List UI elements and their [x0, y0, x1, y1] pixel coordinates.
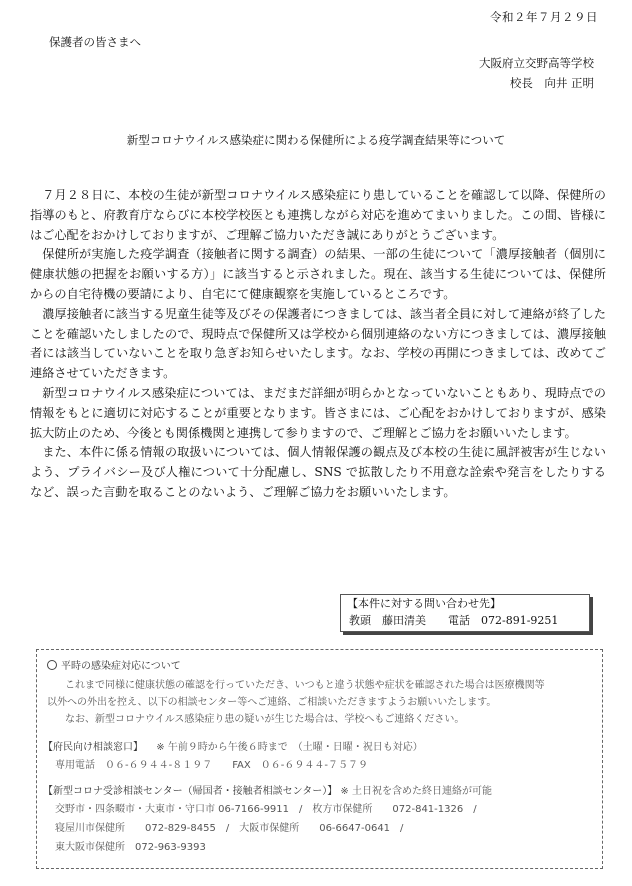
contact-person: 教頭 藤田清美 電話 072-891-9251	[349, 614, 559, 627]
info-line: なお、新型コロナウイルス感染症り患の疑いが生じた場合は、学校へもご連絡ください。	[65, 714, 465, 725]
contact-box	[340, 594, 590, 632]
paragraph: 保健所が実施した疫学調査（接触者に関する調査）の結果、一部の生徒について「濃厚接触者（個別に健康状態の把握をお願いする方）」に該当すると示されました。現在、該当する生徒については、保健所からの自宅待機の要請により、自宅にて健康観察を実施しているところです。	[30, 247, 606, 301]
sender-school: 大阪府立交野高等学校	[479, 56, 594, 70]
info-line: これまで同様に健康状態の確認を行っていただき、いつもと違う状態や症状を確認された場合は医療機関等	[65, 680, 545, 691]
center2-line: 東大阪市保健所 072-963-9393	[55, 842, 206, 853]
info-line: 以外への外出を控え、以下の相談センター等へご連絡、ご相談いただきますようお願いいたします。	[47, 697, 497, 708]
document-date: 令和２年７月２９日	[490, 10, 598, 24]
center1-title: 【府民向け相談窓口】	[43, 742, 143, 753]
sender-principal: 校長 向井 正明	[509, 76, 594, 90]
center1-hours: ※ 午前９時から午後６時まで （土曜・日曜・祝日も対応）	[156, 742, 423, 753]
info-heading-row	[47, 657, 181, 672]
contact-heading: 【本件に対する問い合わせ先】	[347, 597, 501, 610]
center2-line: 交野市・四条畷市・大東市・守口市 06-7166-9911 / 枚方市保健所 072-841-1326 /	[55, 804, 477, 815]
paragraph: また、本件に係る情報の取扱いについては、個人情報保護の観点及び本校の生徒に風評被害が生じないよう、プライバシー及び人権について十分配慮し、SNS で拡散したり不用意な詮索や発言をしたりするなど、誤った言動を取ることのないよう、ご理解ご協力をお願いいたします。	[30, 445, 606, 499]
paragraph: 新型コロナウイルス感染症については、まだまだ詳細が明らかとなっていないこともあり、現時点での情報をもとに適切に対応することが重要となります。皆さまには、ご心配をおかけしておりますが、感染拡大防止のため、今後とも関係機関と連携して参りますので、ご理解とご協力をお願いいたします。	[30, 385, 606, 440]
center1-phone: 専用電話 ０６-６９４４-８１９７ FAX ０６-６９４４-７５７９	[55, 760, 368, 771]
addressee: 保護者の皆さまへ	[49, 35, 141, 49]
document-body	[30, 186, 606, 503]
paragraph: 濃厚接触者に該当する児童生徒等及びその保護者につきましては、該当者全員に対して連絡が終了したことを確認いたしましたので、現時点で保健所又は学校から個別連絡のない方につきましては、濃厚接触者には該当していないことを取り急ぎお知らせいたします。なお、学校の再開につきましては、改めてご連絡させていただきます。	[30, 306, 606, 381]
center2-row	[43, 782, 492, 797]
center2-line: 寝屋川市保健所 072-829-8455 / 大阪市保健所 06-6647-0641 /	[55, 823, 404, 834]
center2-title: 【新型コロナ受診相談センター（帰国者・接触者相談センター）】	[43, 786, 338, 797]
info-heading: 平時の感染症対応について	[61, 661, 181, 672]
paragraph: ７月２８日に、本校の生徒が新型コロナウイルス感染症にり患していることを確認して以降、保健所の指導のもと、府教育庁ならびに本校学校医とも連携しながら対応を進めてまいりました。この間、皆様にはご心配をおかけしておりますが、ご理解ご協力いただき誠にありがとうございます。	[30, 188, 606, 242]
center2-note: ※ 土日祝を含めた終日連絡が可能	[340, 786, 492, 797]
circle-icon	[47, 660, 57, 670]
center1-row	[43, 738, 423, 753]
infection-info-box	[36, 649, 603, 869]
document-title: 新型コロナウイルス感染症に関わる保健所による疫学調査結果等について	[126, 133, 506, 147]
